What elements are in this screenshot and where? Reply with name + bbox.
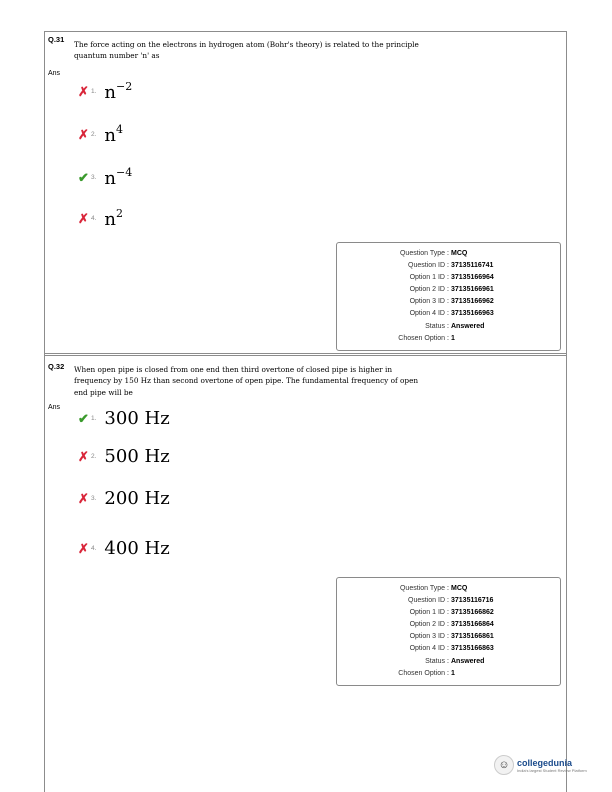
question-text: The force acting on the electrons in hydrogen atom (Bohr's theory) is related to the principle quantum number 'n' as: [74, 40, 419, 61]
meta-row: Question ID : 37135116741: [408, 262, 494, 270]
cross-icon: ✗: [78, 449, 89, 464]
question-number: Q.31: [48, 35, 65, 44]
logo-name: collegedunia: [517, 757, 573, 768]
meta-row: Question Type : MCQ: [399, 585, 468, 592]
check-icon: ✔: [78, 170, 89, 185]
cross-icon: ✗: [78, 541, 89, 556]
option-value: 500 Hz: [104, 446, 170, 467]
cross-icon: ✗: [78, 127, 89, 142]
option-value: $n^4$: [104, 123, 124, 146]
question-meta-box: [336, 577, 561, 686]
answer-label: Ans: [48, 70, 61, 77]
cross-icon: ✗: [78, 211, 89, 226]
option-number: 4.: [91, 215, 97, 222]
meta-row: Option 2 ID : 37135166961: [409, 286, 494, 294]
meta-row: Question ID : 37135116716: [408, 597, 494, 605]
option-number: 1.: [91, 415, 97, 422]
option-4[interactable]: [78, 207, 123, 230]
cross-icon: ✗: [78, 491, 89, 506]
question-number: Q.32: [48, 362, 65, 371]
option-number: 3.: [91, 495, 97, 502]
option-number: 2.: [91, 453, 97, 460]
option-value: $n^{-4}$: [104, 166, 133, 189]
option-3[interactable]: [78, 488, 170, 509]
student-avatar-icon: ☺: [494, 755, 514, 775]
meta-row: Chosen Option : 1: [398, 334, 455, 342]
option-number: 1.: [91, 88, 97, 95]
meta-row: Question Type : MCQ: [399, 250, 468, 257]
meta-row: Option 1 ID : 37135166862: [409, 609, 494, 617]
meta-row: Option 2 ID : 37135166864: [409, 621, 494, 629]
option-4[interactable]: [78, 538, 170, 559]
meta-row: Status : Answered: [425, 657, 485, 665]
option-1[interactable]: [78, 408, 170, 429]
question-text: When open pipe is closed from one end then third overtone of closed pipe is higher in frequency by 150 Hz than second overtone of open pipe. The fundamental frequency of open end pipe will be: [74, 365, 419, 397]
option-value: 300 Hz: [104, 408, 170, 429]
meta-row: Option 1 ID : 37135166964: [409, 274, 494, 282]
option-value: 400 Hz: [104, 538, 170, 559]
option-value: $n^{-2}$: [104, 80, 133, 103]
logo-tagline: India's largest Student Review Platform: [517, 767, 587, 773]
meta-row: Option 3 ID : 37135166962: [409, 298, 494, 306]
option-value: $n^2$: [104, 207, 124, 230]
option-value: 200 Hz: [104, 488, 170, 509]
cross-icon: ✗: [78, 84, 89, 99]
option-1[interactable]: [78, 80, 132, 103]
check-icon: ✔: [78, 411, 89, 426]
collegedunia-logo: [494, 755, 587, 775]
meta-row: Option 3 ID : 37135166861: [409, 633, 494, 641]
option-2[interactable]: [78, 123, 123, 146]
answer-label: Ans: [48, 404, 61, 411]
option-number: 4.: [91, 545, 97, 552]
option-3[interactable]: [78, 166, 132, 189]
meta-row: Option 4 ID : 37135166963: [409, 310, 494, 318]
option-number: 3.: [91, 174, 97, 181]
option-2[interactable]: [78, 446, 170, 467]
question-meta-box: [336, 242, 561, 351]
option-number: 2.: [91, 131, 97, 138]
question-divider: [44, 353, 567, 356]
meta-row: Status : Answered: [425, 322, 485, 330]
meta-row: Option 4 ID : 37135166863: [409, 645, 494, 653]
meta-row: Chosen Option : 1: [398, 669, 455, 677]
top-border: [44, 31, 567, 32]
